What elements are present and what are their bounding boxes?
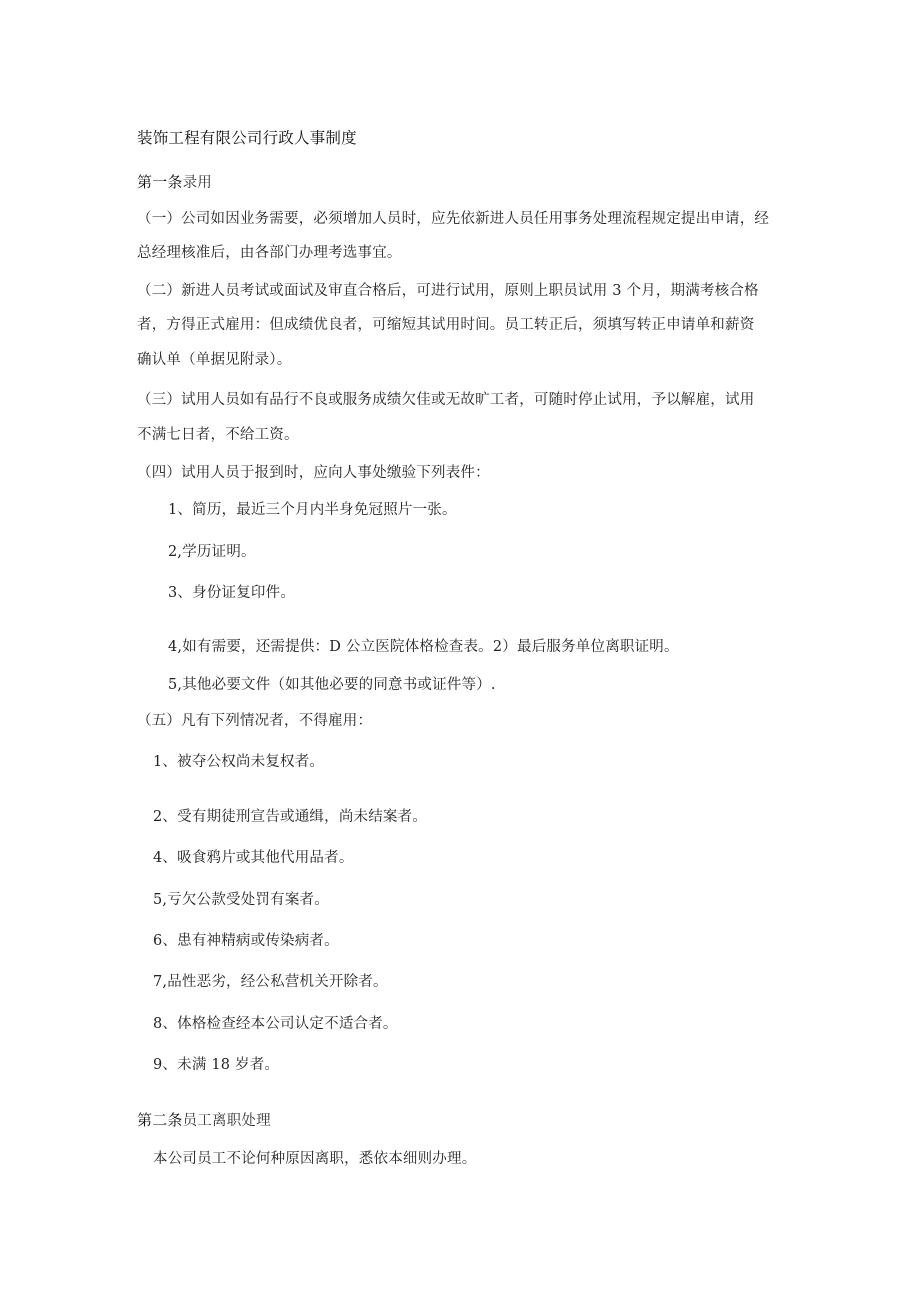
para-5-list-item: 2、受有期徒刑宣告或通缉，尚未结案者。: [153, 809, 428, 825]
article-1-para-5-intro: （五）凡有下列情况者，不得雇用：: [137, 713, 373, 729]
article-1-para-1-line-2: 总经理核准后，由各部门办理考选事宜。: [137, 245, 402, 261]
para-5-list-item: 9、未满 18 岁者。: [153, 1057, 280, 1073]
para-5-list-item: 1、被夺公权尚未复权者。: [153, 754, 325, 770]
article-1-para-2-line-2: 者，方得正式雇用：但成绩优良者，可缩短其试用时间。员工转正后，须填写转正申请单和薪资: [137, 317, 755, 333]
article-1-para-3-line-1: （三）试用人员如有品行不良或服务成绩欠佳或无故旷工者，可随时停止试用，予以解雇，试用: [137, 392, 755, 408]
para-5-list-item: 8、体格检查经本公司认定不适合者。: [153, 1016, 398, 1032]
article-1-para-2-line-1: （二）新进人员考试或面试及审直合格后，可进行试用，原则上职员试用 3 个月，期满考核合格: [137, 283, 759, 299]
article-1-heading: [137, 172, 212, 193]
para-4-list-item: 4,如有需要，还需提供：D 公立医院体格检查表。2）最后服务单位离职证明。: [168, 639, 679, 655]
article-1-para-4-intro: （四）试用人员于报到时，应向人事处缴验下列表件：: [137, 465, 490, 481]
article-1-para-1-line-1: （一）公司如因业务需要，必须增加人员时，应先依新进人员任用事务处理流程规定提出申请，经: [137, 211, 770, 227]
article-2-name: 员工离职处理: [182, 1113, 271, 1129]
para-5-list-item: 5,亏欠公款受处罚有案者。: [153, 892, 329, 908]
article-1-name: 录用: [182, 175, 213, 191]
para-4-list-item: 5,其他必要文件（如其他必要的同意书或证件等）.: [168, 677, 496, 693]
para-4-list-item: 3、身份证复印件。: [168, 585, 296, 601]
para-5-list-item: 7,品性恶劣，经公私营机关开除者。: [153, 974, 388, 990]
article-2-heading: [137, 1110, 271, 1131]
article-2-number: 第二条: [137, 1111, 183, 1129]
article-1-number: 第一条: [137, 173, 183, 191]
para-5-list-item: 6、患有神精病或传染病者。: [153, 933, 339, 949]
para-4-list-item: 2,学历证明。: [168, 544, 256, 560]
article-1-para-2-line-3: 确认单（单据见附录）。: [137, 352, 292, 368]
document-title: 装饰工程有限公司行政人事制度: [137, 129, 357, 147]
article-2-para-1: 本公司员工不论何种原因离职，悉依本细则办理。: [153, 1151, 477, 1167]
para-5-list-item: 4、吸食鸦片或其他代用品者。: [153, 850, 354, 866]
para-4-list-item: 1、简历，最近三个月内半身免冠照片一张。: [168, 502, 457, 518]
article-1-para-3-line-2: 不满七日者，不给工资。: [137, 427, 299, 443]
